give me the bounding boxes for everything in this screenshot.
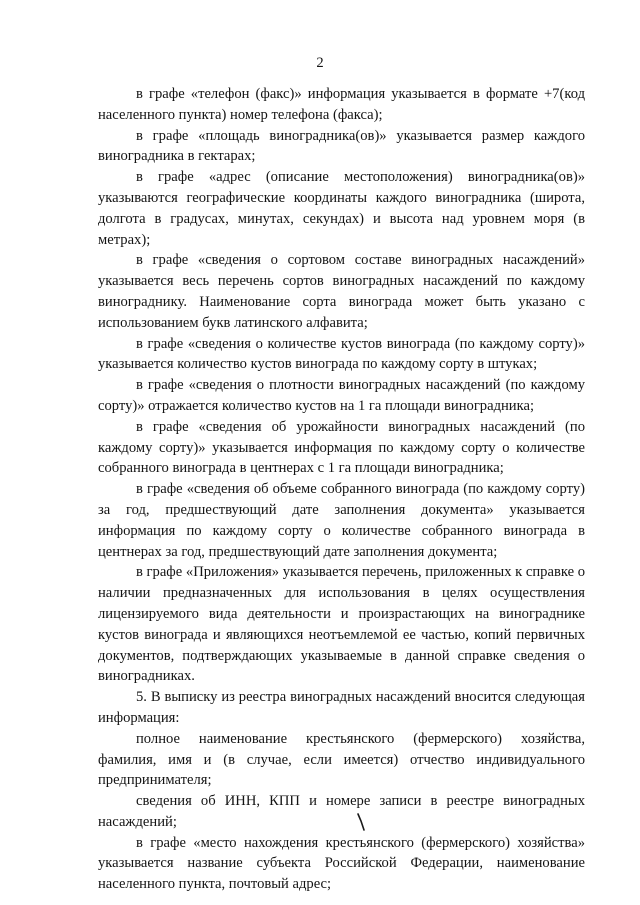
- paragraph-phone-fax: в графе «телефон (факс)» информация указывается в формате +7(код населенного пункта) номер телефона (факса);: [98, 86, 585, 123]
- paragraph-yield: в графе «сведения об урожайности виноградных насаждений (по каждому сорту)» указывается информация по каждому сорту о количестве собранного винограда в центнерах с 1 га площади виноградника;: [98, 418, 585, 477]
- page-number: 2: [316, 55, 324, 71]
- paragraph-harvest-volume: в графе «сведения об объеме собранного винограда (по каждому сорту) за год, предшествующий дате заполнения документа» указывается информация по каждому сорту о количестве собранного винограда в центнерах за год, предшествующий дате заполнения документа;: [98, 481, 585, 560]
- pen-stroke-mark: [356, 812, 368, 834]
- paragraph-vineyard-address: в графе «адрес (описание местоположения) виноградника(ов)» указываются географические координаты каждого виноградника (широта, долгота в градусах, минутах, секундах) и высота над уровнем моря (в метрах);: [98, 169, 585, 248]
- paragraph-vineyard-area: в графе «площадь виноградника(ов)» указывается размер каждого виноградника в гектарах;: [98, 127, 585, 165]
- document-body: [98, 84, 585, 895]
- paragraph-farm-name: полное наименование крестьянского (фермерского) хозяйства, фамилия, имя и (в случае, если имеется) отчество индивидуального предпринимателя;: [98, 730, 585, 789]
- paragraph-attachments: в графе «Приложения» указывается перечень, приложенных к справке о наличии предназначенных для использования в целях осуществления лицензируемого вида деятельности и произрастающих на винограднике кустов винограда и являющихся неотъемлемой ее частью, копий первичных документов, подтверждающих указываемые в данной справке сведения о виноградниках.: [98, 564, 585, 685]
- paragraph-bush-count: в графе «сведения о количестве кустов винограда (по каждому сорту)» указывается количество кустов винограда по каждому сорту в штуках;: [98, 335, 585, 373]
- paragraph-inn-kpp: сведения об ИНН, КПП и номере записи в реестре виноградных насаждений;: [98, 793, 585, 830]
- paragraph-section-5-intro: 5. В выписку из реестра виноградных насаждений вносится следующая информация:: [98, 689, 585, 726]
- paragraph-varietal-composition: в графе «сведения о сортовом составе виноградных насаждений» указывается весь перечень сортов виноградных насаждений по каждому винограднику. Наименование сорта винограда может быть указано с использованием букв латинского алфавита;: [98, 252, 585, 331]
- paragraph-farm-location: в графе «место нахождения крестьянского (фермерского) хозяйства» указывается название субъекта Российской Федерации, наименование населенного пункта, почтовый адрес;: [98, 834, 585, 893]
- paragraph-planting-density: в графе «сведения о плотности виноградных насаждений (по каждому сорту)» отражается количество кустов на 1 га площади виноградника;: [98, 377, 585, 414]
